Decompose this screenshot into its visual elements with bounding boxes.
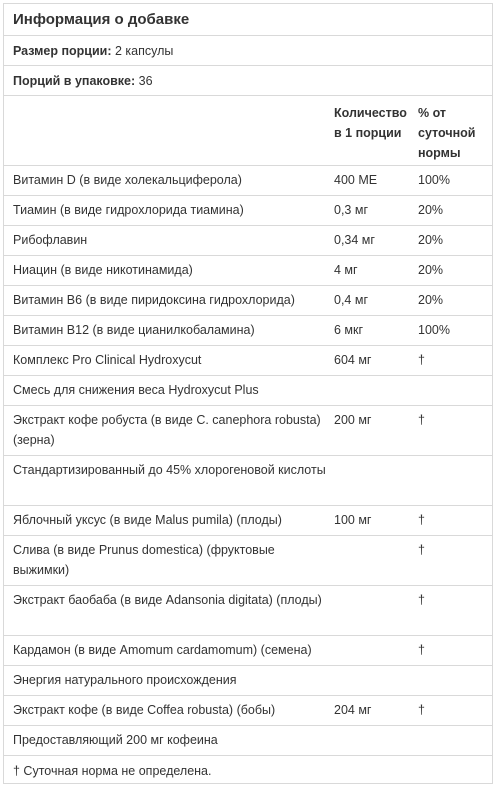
table-row <box>4 456 492 506</box>
ingredient-daily-value <box>411 666 492 695</box>
ingredient-amount: 6 мкг <box>334 323 364 337</box>
serving-size-label: Размер порции: <box>13 43 112 58</box>
ingredient-daily-value: † <box>418 543 425 557</box>
ingredient-name: Экстракт баобаба (в виде Adansonia digitata) (плоды) <box>13 593 322 607</box>
ingredient-amount: 0,4 мг <box>334 293 369 307</box>
ingredient-daily-value: 20% <box>418 263 444 277</box>
ingredient-name: Слива (в виде Prunus domestica) (фруктовые выжимки) <box>13 543 275 577</box>
ingredient-daily-value: † <box>418 513 425 527</box>
ingredient-daily-value: 100% <box>418 323 450 337</box>
ingredient-amount: 400 МЕ <box>334 173 378 187</box>
header-daily-value: % от суточной нормы <box>418 106 476 160</box>
serving-size-value: 2 капсулы <box>111 43 174 58</box>
ingredient-amount: 200 мг <box>334 413 372 427</box>
ingredient-daily-value: 20% <box>418 293 444 307</box>
ingredient-name: Витамин D (в виде холекальциферола) <box>13 173 242 187</box>
ingredient-daily-value: † <box>418 703 425 717</box>
ingredient-amount <box>327 636 411 665</box>
ingredient-name: Яблочный уксус (в виде Malus pumila) (плоды) <box>13 513 282 527</box>
ingredient-daily-value <box>411 456 492 505</box>
servings-per-container-row <box>4 66 492 96</box>
table-row <box>4 406 492 456</box>
table-row <box>4 376 492 406</box>
ingredient-amount: 0,3 мг <box>334 203 369 217</box>
table-row <box>4 586 492 636</box>
ingredient-amount <box>327 376 411 405</box>
table-row <box>4 696 492 726</box>
table-row <box>4 666 492 696</box>
table-row <box>4 506 492 536</box>
ingredient-amount <box>327 666 411 695</box>
ingredient-name: Смесь для снижения веса Hydroxycut Plus <box>13 383 259 397</box>
header-amount: Количество в 1 порции <box>334 106 407 140</box>
table-header-row <box>4 96 492 166</box>
ingredient-amount: 604 мг <box>334 353 372 367</box>
ingredient-name: Комплекс Pro Clinical Hydroxycut <box>13 353 202 367</box>
ingredient-name: Энергия натурального происхождения <box>13 673 237 687</box>
ingredient-daily-value: 20% <box>418 233 444 247</box>
servings-per-container-label: Порций в упаковке: <box>13 73 136 88</box>
ingredient-name: Экстракт кофе робуста (в виде C. canephora robusta) (зерна) <box>13 413 321 447</box>
ingredient-name: Тиамин (в виде гидрохлорида тиамина) <box>13 203 244 217</box>
ingredient-daily-value <box>411 376 492 405</box>
footnote-row <box>4 756 492 786</box>
table-row <box>4 726 492 756</box>
ingredient-daily-value <box>411 726 492 755</box>
table-row <box>4 166 492 196</box>
serving-size-row <box>4 36 492 66</box>
table-row <box>4 256 492 286</box>
ingredient-name: Стандартизированный до 45% хлорогеновой кислоты <box>13 463 326 477</box>
ingredient-name: Предоставляющий 200 мг кофеина <box>13 733 218 747</box>
ingredient-amount: 204 мг <box>334 703 372 717</box>
supplement-facts-panel <box>3 3 493 784</box>
ingredient-amount: 4 мг <box>334 263 358 277</box>
table-row <box>4 316 492 346</box>
ingredient-name: Ниацин (в виде никотинамида) <box>13 263 193 277</box>
ingredient-daily-value: † <box>418 353 425 367</box>
ingredient-amount <box>327 726 411 755</box>
ingredient-amount <box>327 536 411 585</box>
ingredient-amount <box>327 456 411 505</box>
header-name-cell <box>4 96 327 165</box>
table-row <box>4 196 492 226</box>
ingredient-amount: 0,34 мг <box>334 233 375 247</box>
ingredient-name: Рибофлавин <box>13 233 88 247</box>
ingredient-amount: 100 мг <box>334 513 372 527</box>
table-row <box>4 226 492 256</box>
ingredient-daily-value: † <box>418 413 425 427</box>
ingredient-name: Экстракт кофе (в виде Coffea robusta) (бобы) <box>13 703 276 717</box>
ingredient-daily-value: † <box>418 593 425 607</box>
servings-per-container-value: 36 <box>135 73 153 88</box>
panel-title: Информация о добавке <box>4 4 492 36</box>
ingredient-rows <box>4 166 492 756</box>
table-row <box>4 536 492 586</box>
ingredient-name: Витамин B12 (в виде цианилкобаламина) <box>13 323 255 337</box>
ingredient-daily-value: 20% <box>418 203 444 217</box>
table-row <box>4 346 492 376</box>
ingredient-amount <box>327 586 411 635</box>
ingredient-daily-value: † <box>418 643 425 657</box>
ingredient-daily-value: 100% <box>418 173 450 187</box>
table-row <box>4 636 492 666</box>
table-row <box>4 286 492 316</box>
ingredient-name: Витамин B6 (в виде пиридоксина гидрохлорида) <box>13 293 295 307</box>
ingredient-name: Кардамон (в виде Amomum cardamomum) (семена) <box>13 643 312 657</box>
footnote: † Суточная норма не определена. <box>13 764 212 778</box>
